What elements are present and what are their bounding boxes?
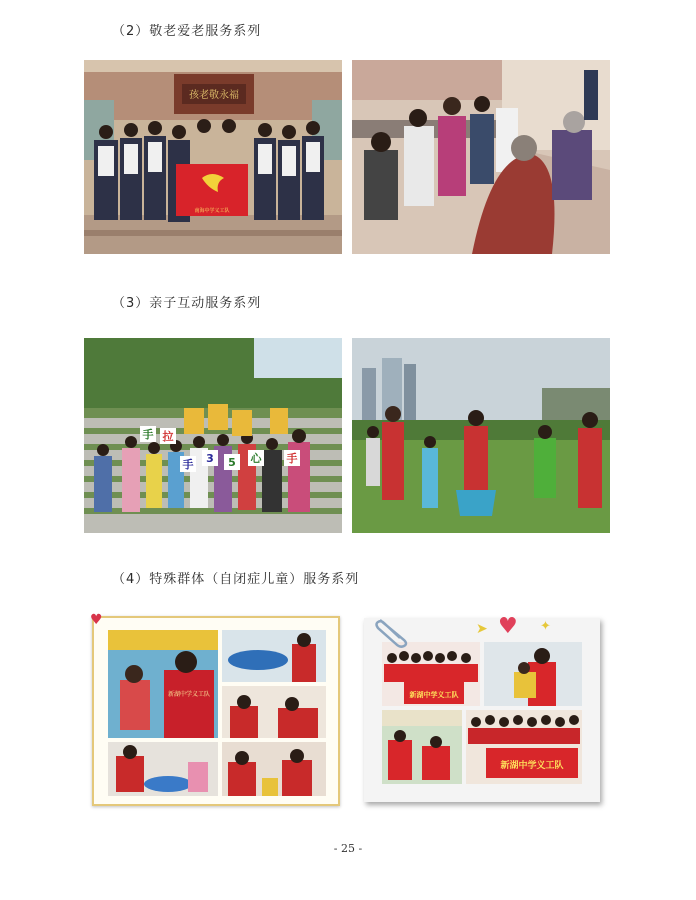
elder-care-group-image <box>84 60 342 254</box>
collage-left-tile-2-image <box>222 630 326 682</box>
paperclip-icon <box>374 614 414 648</box>
collage-right-tile-4 <box>466 710 582 784</box>
section-heading-parent-child: （3）亲子互动服务系列 <box>112 296 262 311</box>
collage-right-tile-2 <box>484 642 582 706</box>
collage-left-tile-5 <box>222 742 326 796</box>
photo-parent-child-field <box>352 338 610 533</box>
collage-right-tile-1-image <box>382 642 480 706</box>
collage-left-tile-4-image <box>108 742 218 796</box>
collage-left-tile-5-image <box>222 742 326 796</box>
parent-child-steps-image <box>84 338 342 533</box>
elder-chat-image <box>352 60 610 254</box>
section-heading-elderly: （2）敬老爱老服务系列 <box>112 24 262 39</box>
collage-right-tile-4-image <box>466 710 582 784</box>
heart-pin-icon: ♥ <box>90 612 103 628</box>
vest-text: 新湖中学义工队 <box>167 691 211 698</box>
collage-left-tile-3 <box>222 686 326 738</box>
collage-left-tile-2 <box>222 630 326 682</box>
sign-card-4: 3 <box>206 452 214 465</box>
collage-right-tile-3-image <box>382 710 462 784</box>
photo-elder-chat <box>352 60 610 254</box>
arrow-icon: ➤ <box>476 621 488 637</box>
collage-left-tile-1-image <box>108 630 218 738</box>
collage-left-tile-1 <box>108 630 218 738</box>
star-icon: ✦ <box>540 619 551 634</box>
photo-parent-child-steps <box>84 338 342 533</box>
sign-card-6: 心 <box>250 452 262 465</box>
collage-left-tile-4 <box>108 742 218 796</box>
banner-text-2: 新湖中学义工队 <box>500 761 564 771</box>
collage-right-tile-1 <box>382 642 480 706</box>
sign-card-7: 手 <box>286 452 298 465</box>
sign-card-1: 手 <box>142 428 154 441</box>
photo-elder-care-group <box>84 60 342 254</box>
sign-card-5: 5 <box>228 456 236 469</box>
sign-card-3: 手 <box>182 458 194 471</box>
plaque-text: 孩老敬永福 <box>189 90 239 101</box>
sign-card-2: 拉 <box>162 430 174 443</box>
collage-right-tile-3 <box>382 710 462 784</box>
flag-text: 南海中学义工队 <box>194 208 230 214</box>
section-heading-special-groups: （4）特殊群体（自闭症儿童）服务系列 <box>112 572 360 587</box>
heart-icon: ♥ <box>498 614 518 639</box>
parent-child-field-image <box>352 338 610 533</box>
page-number: - 25 - <box>333 842 363 855</box>
collage-left-tile-3-image <box>222 686 326 738</box>
collage-right-tile-2-image <box>484 642 582 706</box>
banner-text-1: 新湖中学义工队 <box>409 691 459 699</box>
collage-left <box>90 612 340 806</box>
